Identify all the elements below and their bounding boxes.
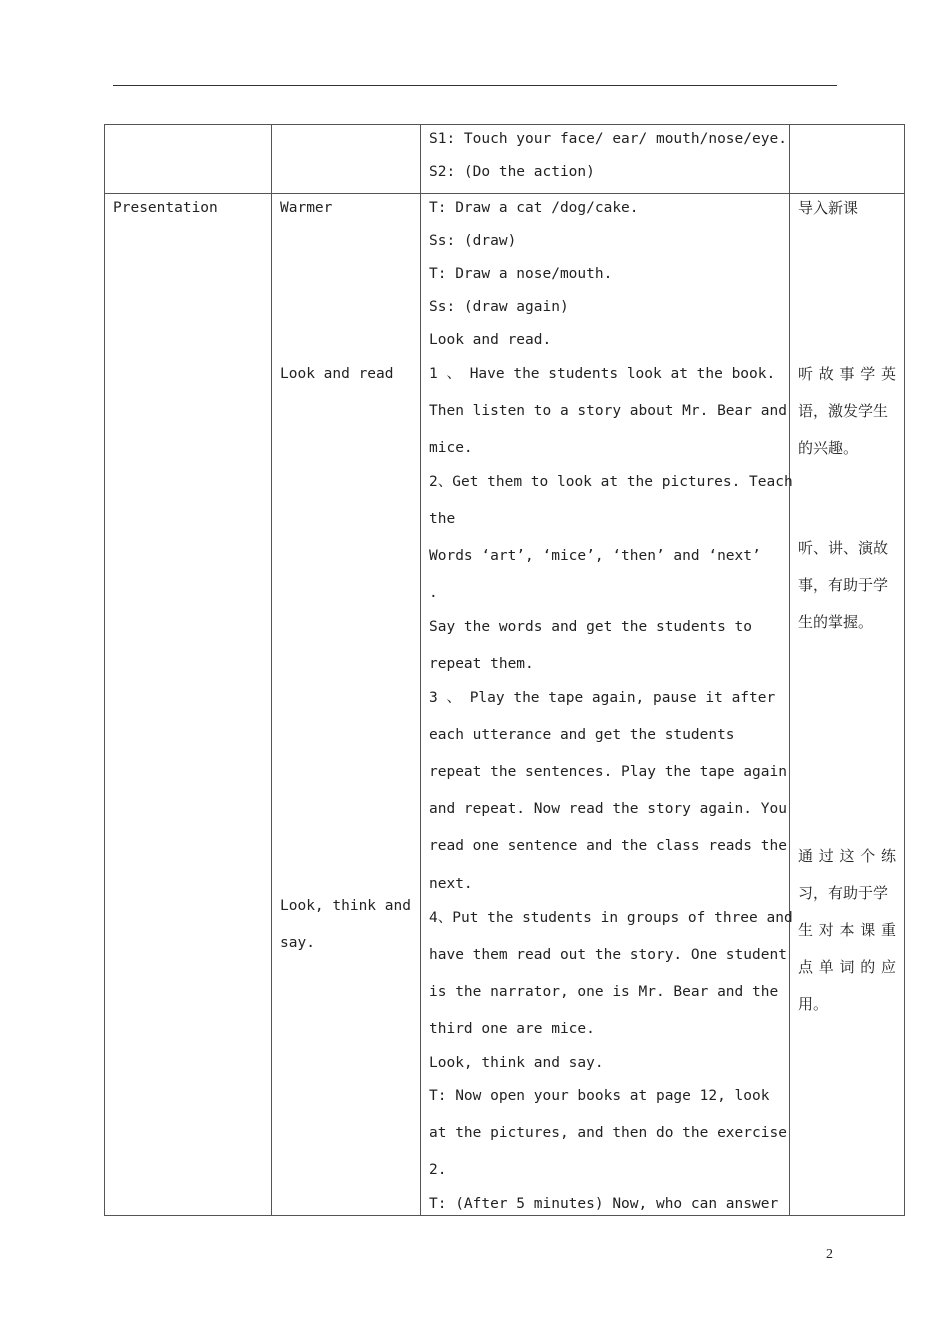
content-line: repeat them. xyxy=(429,656,534,672)
note-intro: 导入新课 xyxy=(798,199,859,217)
content-line: and repeat. Now read the story again. You xyxy=(429,801,787,817)
content-line: 2. xyxy=(429,1162,447,1178)
content-line: have them read out the story. One student xyxy=(429,947,787,963)
content-line: Look, think and say. xyxy=(429,1055,604,1071)
content-line: next. xyxy=(429,876,473,892)
content-line: 4、Put the students in groups of three and xyxy=(429,910,793,926)
note-line: 用。 xyxy=(798,995,829,1013)
content-line: Words ‘art’, ‘mice’, ‘then’ and ‘next’ xyxy=(429,548,761,564)
content-line: is the narrator, one is Mr. Bear and the xyxy=(429,984,779,1000)
content-line: Ss: (draw again) xyxy=(429,299,569,315)
stage-cell xyxy=(105,125,272,194)
step-cell xyxy=(272,125,421,194)
note-line: 通过这个练 xyxy=(798,847,896,865)
content-line: 2、Get them to look at the pictures. Teach xyxy=(429,474,793,490)
content-line: at the pictures, and then do the exercise xyxy=(429,1125,787,1141)
note-cell xyxy=(790,194,905,1216)
content-line: each utterance and get the students xyxy=(429,727,735,743)
content-line: 3 、 Play the tape again, pause it after xyxy=(429,690,776,706)
page-number: 2 xyxy=(826,1247,833,1262)
stage-label: Presentation xyxy=(113,200,218,216)
note-line: 生对本课重 xyxy=(798,921,896,939)
lesson-plan-table xyxy=(104,124,905,1216)
step-look-think: Look, think and xyxy=(280,898,411,914)
content-line: T: Draw a nose/mouth. xyxy=(429,266,613,282)
content-cell xyxy=(421,194,793,1216)
step-look-think: say. xyxy=(280,935,315,951)
content-line: S2: (Do the action) xyxy=(429,164,595,180)
step-look-read: Look and read xyxy=(280,366,394,382)
note-line: 点单词的应 xyxy=(798,958,896,976)
content-line: Say the words and get the students to xyxy=(429,619,753,635)
content-line: T: Draw a cat /dog/cake. xyxy=(429,200,639,216)
content-line: third one are mice. xyxy=(429,1021,595,1037)
note-line: 事，有助于学 xyxy=(798,576,889,594)
step-cell xyxy=(272,194,421,1216)
content-line: . xyxy=(429,585,438,601)
content-line: T: (After 5 minutes) Now, who can answer xyxy=(429,1196,779,1212)
step-warmer: Warmer xyxy=(280,200,333,216)
note-line: 语，激发学生 xyxy=(798,402,889,420)
content-line: Then listen to a story about Mr. Bear and xyxy=(429,403,787,419)
stage-cell xyxy=(105,194,272,1216)
note-line: 听故事学英 xyxy=(798,365,896,383)
table-row xyxy=(105,194,905,1216)
note-line: 生的掌握。 xyxy=(798,613,874,631)
content-line: the xyxy=(429,511,456,527)
content-line: 1 、 Have the students look at the book. xyxy=(429,366,776,382)
content-line: S1: Touch your face/ ear/ mouth/nose/eye. xyxy=(429,131,787,147)
note-line: 的兴趣。 xyxy=(798,439,859,457)
content-line: Ss: (draw) xyxy=(429,233,517,249)
content-line: T: Now open your books at page 12, look xyxy=(429,1088,770,1104)
content-line: read one sentence and the class reads the xyxy=(429,838,787,854)
content-cell xyxy=(421,125,790,194)
content-line: repeat the sentences. Play the tape again xyxy=(429,764,787,780)
note-line: 听、讲、演故 xyxy=(798,539,889,557)
header-rule xyxy=(113,85,837,86)
content-line: mice. xyxy=(429,440,473,456)
table-row xyxy=(105,125,905,194)
note-line: 习，有助于学 xyxy=(798,884,889,902)
note-cell xyxy=(790,125,905,194)
content-line: Look and read. xyxy=(429,332,552,348)
